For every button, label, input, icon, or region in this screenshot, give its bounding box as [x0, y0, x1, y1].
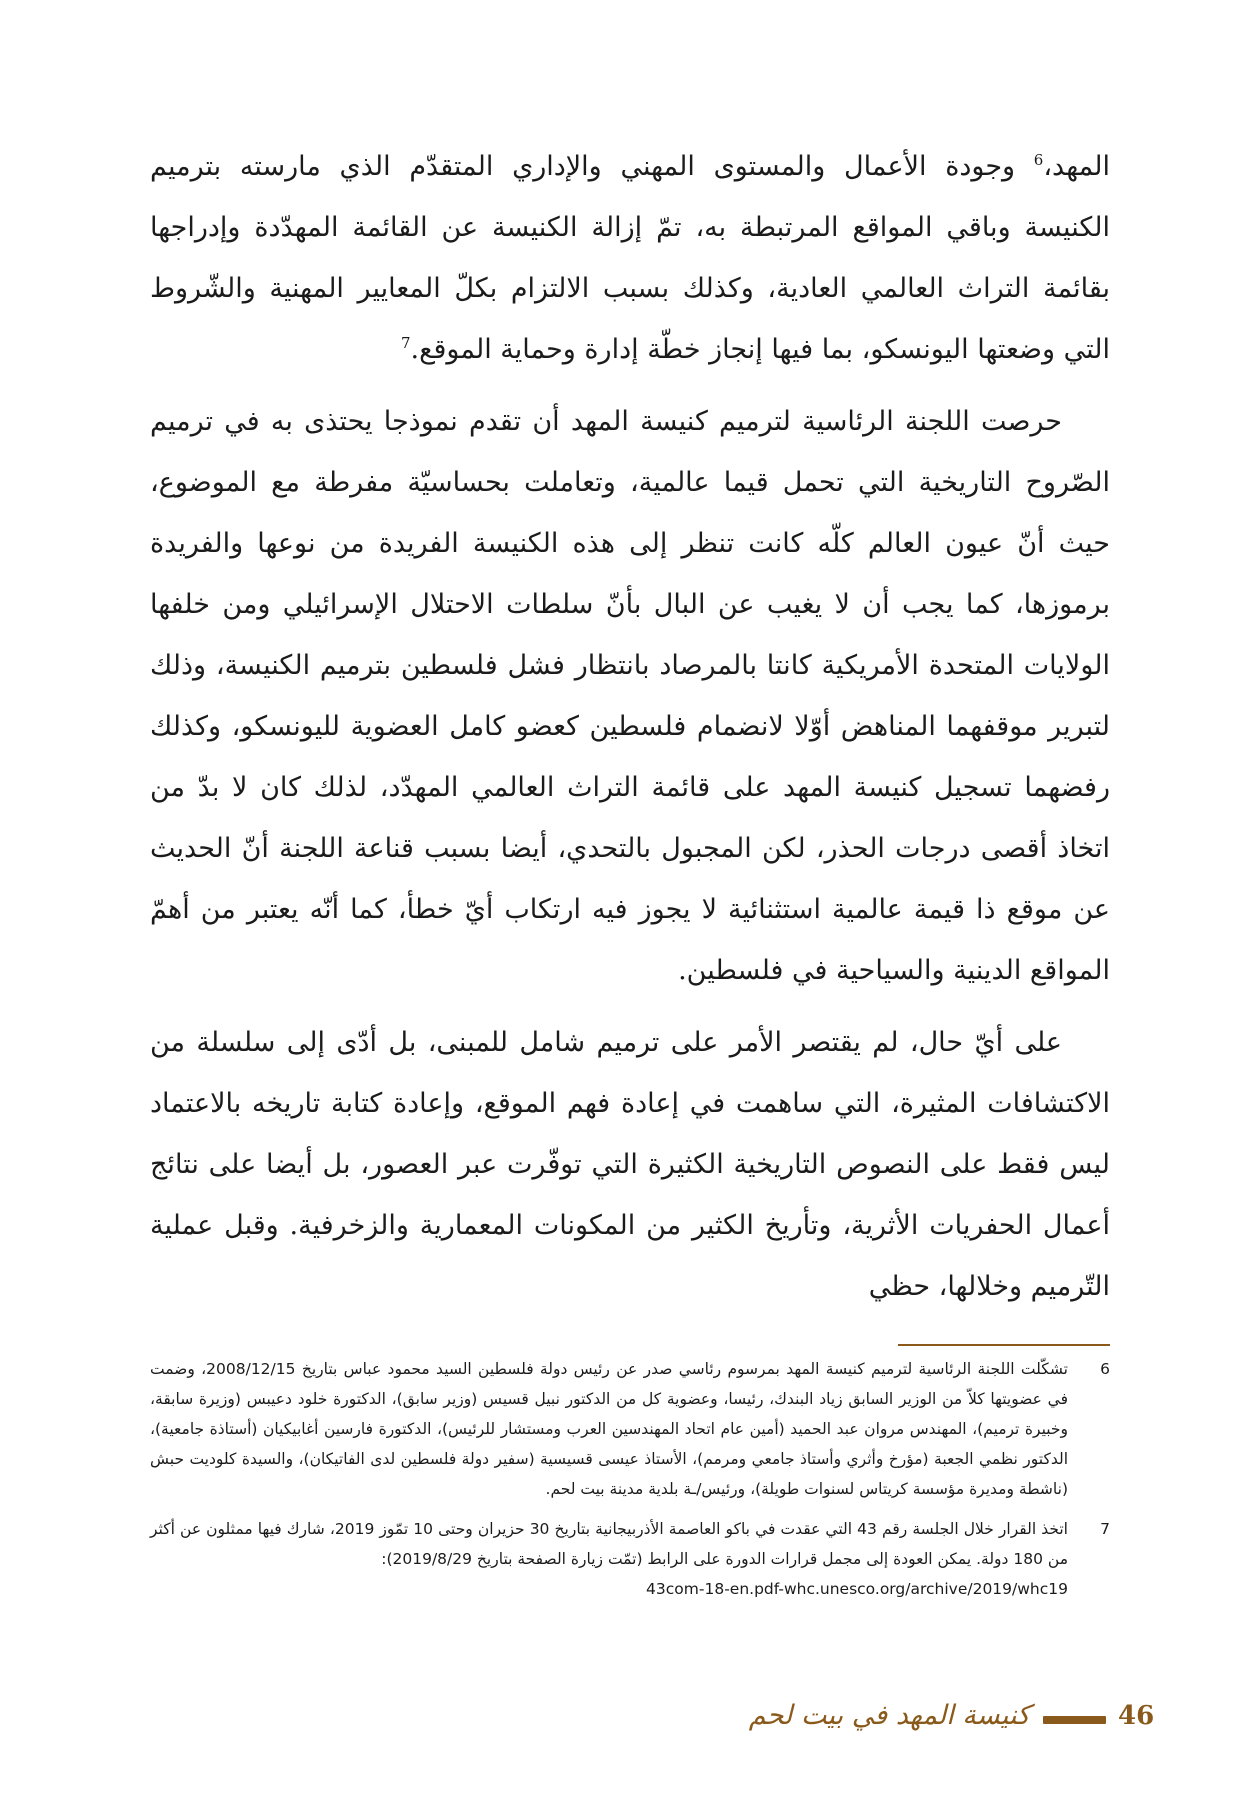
footnote-ref-7[interactable]: 7 — [401, 334, 411, 352]
body-text — [150, 136, 1110, 1317]
paragraph-text: على أيّ حال، لم يقتصر الأمر على ترميم شامل للمبنى، بل أدّى إلى سلسلة من الاكتشافات المثيرة، التي ساهمت في إعادة فهم الموقع، وإعادة كتابة تاريخه بالاعتماد ليس فقط على النصوص التاريخية الكثيرة التي توفّرت عبر العصور، بل أيضا على نتائج أعمال الحفريات الأثرية، وتأريخ الكثير من المكونات المعمارية والزخرفية. وقبل عملية التّرميم وخلالها، حظي — [150, 1027, 1110, 1302]
paragraph-text: وجودة الأعمال والمستوى المهني والإداري المتقدّم الذي مارسته بترميم الكنيسة وباقي المواقع المرتبطة به، تمّ إزالة الكنيسة عن القائمة المهدّدة وإدراجها بقائمة التراث العالمي العادية، وكذلك بسبب الالتزام بكلّ المعايير المهنية والشّروط التي وضعتها اليونسكو، بما فيها إنجاز خطّة إدارة وحماية الموقع. — [150, 151, 1110, 365]
paragraph-2 — [150, 391, 1110, 1001]
footer-rule — [1043, 1716, 1106, 1724]
paragraph-text: المهد، — [1043, 151, 1110, 182]
footnote-6 — [150, 1354, 1110, 1504]
paragraph-1 — [150, 136, 1110, 380]
footnote-number: 6 — [1100, 1360, 1110, 1378]
paragraph-3 — [150, 1012, 1110, 1317]
page-number: 46 — [1118, 1701, 1155, 1731]
footnote-text: تشكّلت اللجنة الرئاسية لترميم كنيسة المهد بمرسوم رئاسي صدر عن رئيس دولة فلسطين السيد محمود عباس بتاريخ 2008/12/15، وضمت في عضويتها كلاّ من الوزير السابق زياد البندك، رئيسا، وعضوية كل من الدكتور نبيل قسيس (وزير سابق)، الدكتورة خلود دعيبس (وزيرة سابقة، وخبيرة ترميم)، المهندس مروان عبد الحميد (أمين عام اتحاد المهندسين العرب ومستشار للرئيس)، الدكتورة فارسين أغابيكيان (أستاذة جامعية)، الدكتور نظمي الجعبة (مؤرخ وأثري وأستاذ جامعي ومرمم)، الأستاذ عيسى قسيسية (سفير دولة فلسطين لدى الفاتيكان)، والسيدة كلوديت حبش (ناشطة ومديرة مؤسسة كريتاس لسنوات طويلة)، ورئيس/ـة بلدية مدينة بيت لحم. — [150, 1360, 1068, 1498]
footnote-7 — [150, 1514, 1110, 1604]
footnote-divider — [898, 1344, 1110, 1346]
page-footer — [0, 1697, 1260, 1745]
running-title: كنيسة المهد في بيت لحم — [748, 1700, 1030, 1731]
footnote-link[interactable]: 43com-18-en.pdf-whc.unesco.org/archive/2019/whc19 — [646, 1580, 1068, 1598]
footnote-number: 7 — [1100, 1520, 1110, 1538]
paragraph-text: حرصت اللجنة الرئاسية لترميم كنيسة المهد أن تقدم نموذجا يحتذى به في ترميم الصّروح التاريخية التي تحمل قيما عالمية، وتعاملت بحساسيّة مفرطة مع الموضوع، حيث أنّ عيون العالم كلّه كانت تنظر إلى هذه الكنيسة الفريدة من نوعها والفريدة برموزها، كما يجب أن لا يغيب عن البال بأنّ سلطات الاحتلال الإسرائيلي ومن خلفها الولايات المتحدة الأمريكية كانتا بالمرصاد بانتظار فشل فلسطين بترميم الكنيسة، وذلك لتبرير موقفهما المناهض أوّلا لانضمام فلسطين كعضو كامل العضوية لليونسكو، وكذلك رفضهما تسجيل كنيسة المهد على قائمة التراث العالمي المهدّد، لذلك كان لا بدّ من اتخاذ أقصى درجات الحذر، لكن المجبول بالتحدي، أيضا بسبب قناعة اللجنة أنّ الحديث عن موقع ذا قيمة عالمية استثنائية لا يجوز فيه ارتكاب أيّ خطأ، كما أنّه يعتبر من أهمّ المواقع الدينية والسياحية في فلسطين. — [150, 406, 1110, 986]
footnote-ref-6[interactable]: 6 — [1033, 151, 1044, 169]
footnotes — [150, 1354, 1110, 1604]
footnote-text: اتخذ القرار خلال الجلسة رقم 43 التي عقدت في باكو العاصمة الأذربيجانية بتاريخ 30 حزيران وحتى 10 تمّوز 2019، شارك فيها ممثلون عن أكثر من 180 دولة. يمكن العودة إلى مجمل قرارات الدورة على الرابط (تمّت زيارة الصفحة بتاريخ 2019/8/29): — [150, 1520, 1068, 1568]
